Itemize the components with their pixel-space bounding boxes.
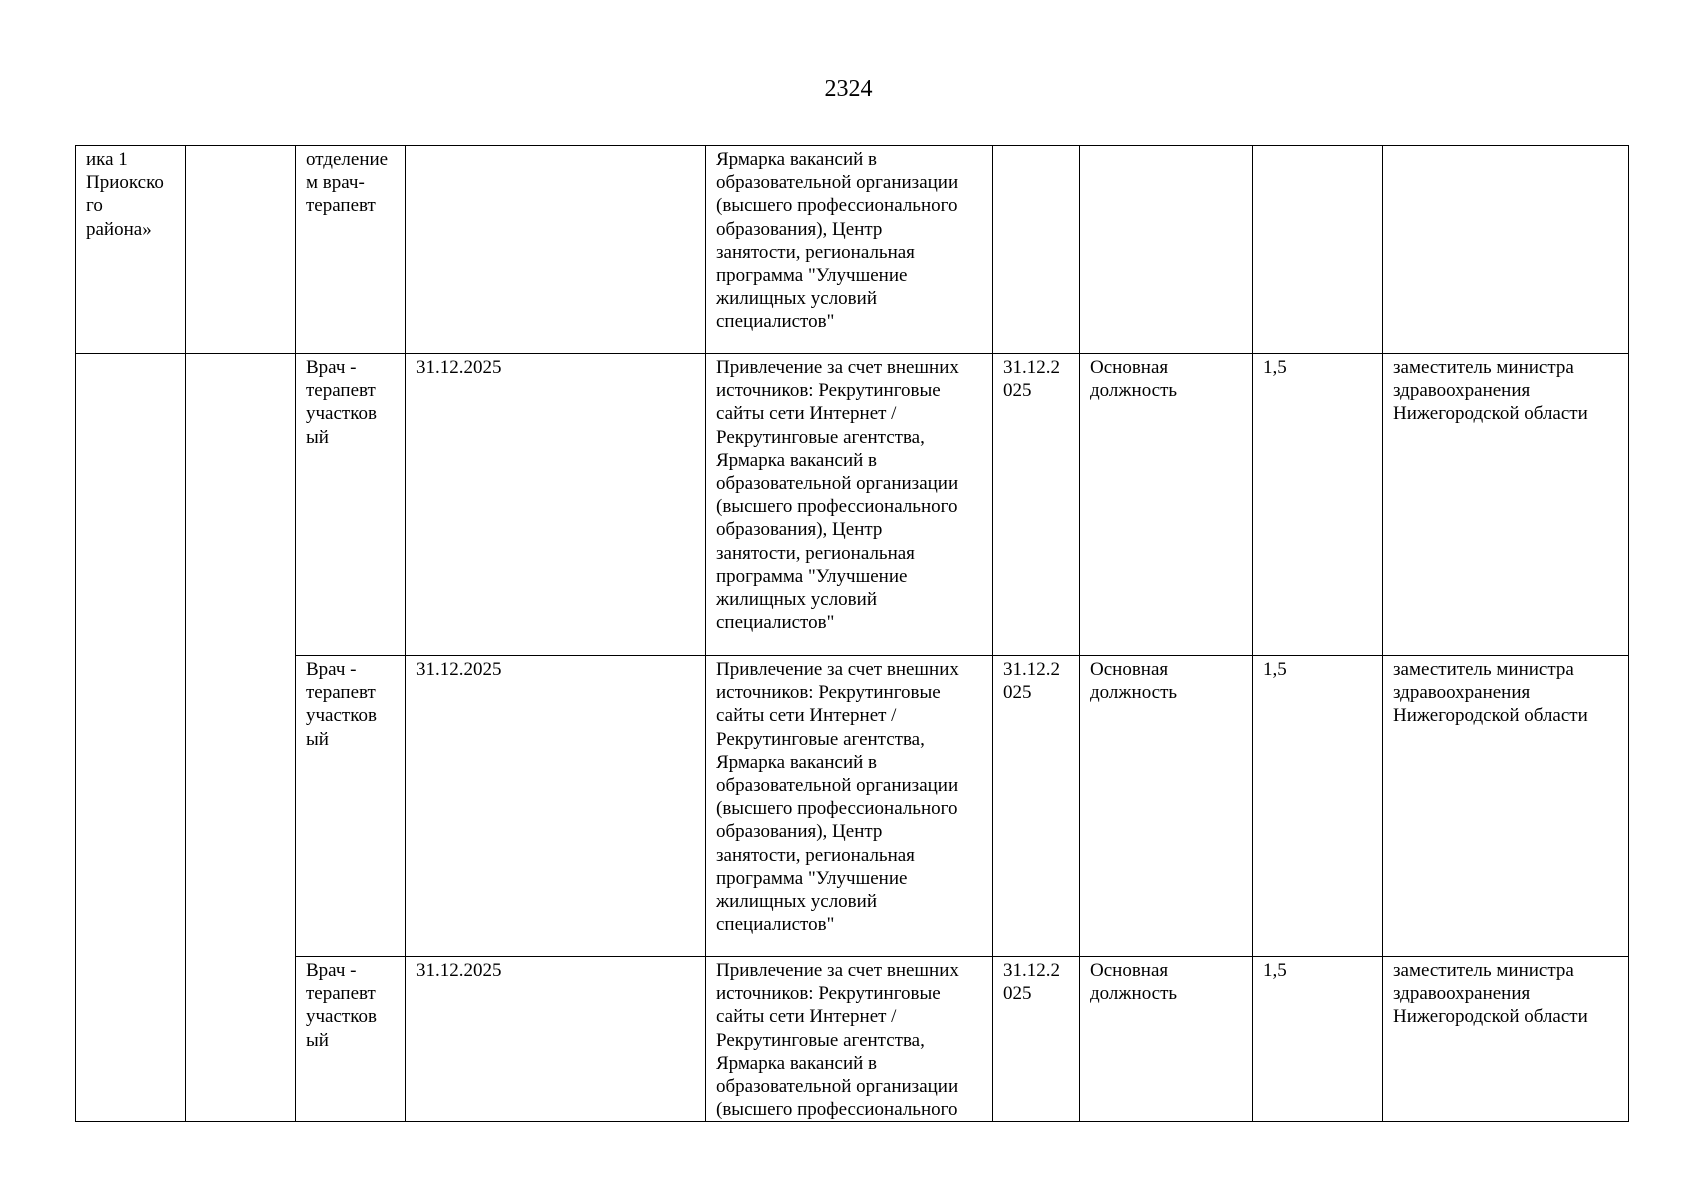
measures-cell: Привлечение за счет внешних источников: Рекрутинговые сайты сети Интернет / Рекрутинговые агентства, Ярмарка вакансий в образовательной организации (высшего профессионального образования), Центр занятости, региональная программа "Улучшение жилищных условий специалистов" xyxy=(716,659,959,936)
table-cell xyxy=(1383,146,1629,354)
table-cell xyxy=(1383,656,1629,957)
table-cell xyxy=(186,146,296,354)
date-cell: 31.12.2025 xyxy=(416,659,502,680)
table-cell xyxy=(1253,656,1383,957)
measures-cell: Привлечение за счет внешних источников: Рекрутинговые сайты сети Интернет / Рекрутинговые агентства, Ярмарка вакансий в образовательной организации (высшего профессионального xyxy=(716,960,959,1121)
position-type-cell: Основная должность xyxy=(1090,659,1178,704)
table-cell xyxy=(296,146,406,354)
table-cell xyxy=(993,146,1080,354)
table-row xyxy=(76,354,1629,656)
table-cell xyxy=(406,656,706,957)
table-cell xyxy=(296,957,406,1122)
table-cell xyxy=(706,656,993,957)
position-type-cell: Основная должность xyxy=(1090,357,1178,402)
deadline-cell: 31.12.2 025 xyxy=(1003,960,1060,1005)
table-cell xyxy=(1383,957,1629,1122)
rate-cell: 1,5 xyxy=(1263,659,1287,680)
table-cell xyxy=(406,354,706,656)
deadline-cell: 31.12.2 025 xyxy=(1003,659,1060,704)
responsible-cell: заместитель министра здравоохранения Нижегородской области xyxy=(1393,357,1588,425)
table-cell xyxy=(406,957,706,1122)
table-cell xyxy=(1080,354,1253,656)
rate-cell: 1,5 xyxy=(1263,960,1287,981)
measures-cell: Ярмарка вакансий в образовательной организации (высшего профессионального образования), Центр занятости, региональная программа "Улучшение жилищных условий специалистов" xyxy=(716,149,959,333)
vacancy-table xyxy=(75,145,1629,1122)
page-number: 2324 xyxy=(824,76,873,102)
table-cell xyxy=(993,656,1080,957)
table-cell xyxy=(706,354,993,656)
position-cell: Врач - терапевт участков ый xyxy=(306,357,377,448)
responsible-cell: заместитель министра здравоохранения Нижегородской области xyxy=(1393,659,1588,727)
table-row xyxy=(76,656,1629,957)
department-cell: отделение м врач- терапевт xyxy=(306,149,389,217)
table-cell xyxy=(186,354,296,1122)
table-row xyxy=(76,146,1629,354)
position-cell: Врач - терапевт участков ый xyxy=(306,960,377,1051)
organization-name-cell: ика 1 Приокско го района» xyxy=(86,149,164,240)
table-cell xyxy=(76,354,186,1122)
responsible-cell: заместитель министра здравоохранения Нижегородской области xyxy=(1393,960,1588,1028)
table-cell xyxy=(1080,146,1253,354)
table-cell xyxy=(706,146,993,354)
table-cell xyxy=(993,957,1080,1122)
table-cell xyxy=(706,957,993,1122)
position-type-cell: Основная должность xyxy=(1090,960,1178,1005)
table-cell xyxy=(1253,957,1383,1122)
table-row xyxy=(76,957,1629,1122)
table-cell xyxy=(993,354,1080,656)
table-cell xyxy=(296,354,406,656)
date-cell: 31.12.2025 xyxy=(416,960,502,981)
table-cell xyxy=(76,146,186,354)
table-cell xyxy=(296,656,406,957)
rate-cell: 1,5 xyxy=(1263,357,1287,378)
table-cell xyxy=(1080,957,1253,1122)
date-cell: 31.12.2025 xyxy=(416,357,502,378)
table-cell xyxy=(1383,354,1629,656)
deadline-cell: 31.12.2 025 xyxy=(1003,357,1060,402)
table-cell xyxy=(1253,354,1383,656)
table-cell xyxy=(1253,146,1383,354)
position-cell: Врач - терапевт участков ый xyxy=(306,659,377,750)
table-cell xyxy=(406,146,706,354)
measures-cell: Привлечение за счет внешних источников: Рекрутинговые сайты сети Интернет / Рекрутинговые агентства, Ярмарка вакансий в образовательной организации (высшего профессионального образования), Центр занятости, региональная программа "Улучшение жилищных условий специалистов" xyxy=(716,357,959,634)
table-cell xyxy=(1080,656,1253,957)
